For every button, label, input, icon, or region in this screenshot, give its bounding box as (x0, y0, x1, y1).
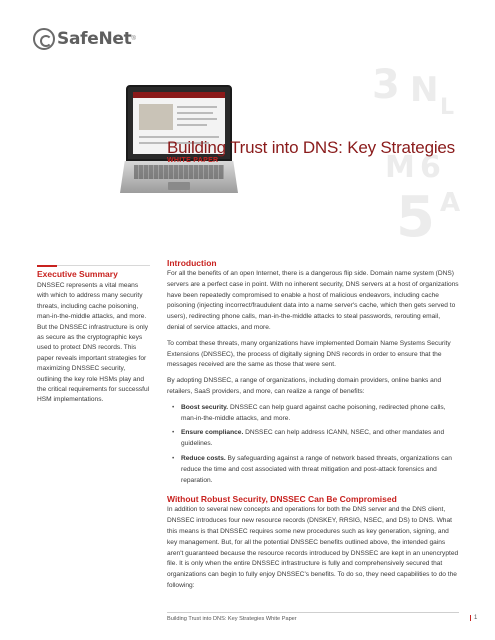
list-item: • Reduce costs. By safeguarding against a range of network based threats, organizations can reduce the time and cost associated with threat mitigation and post-attack forensics and reparation. (167, 454, 459, 486)
intro-paragraph-2: To combat these threats, many organizations have implemented Domain Name Systems Security Extensions (DNSSEC), the process of digitally signing DNS records in order to ensure that the messages received are the same as those that were sent. (167, 339, 451, 369)
decor-char: M (385, 150, 415, 185)
section-heading: Without Robust Security, DNSSEC Can Be Compromised (167, 494, 397, 505)
decor-char: 3 (372, 62, 400, 108)
decor-char: A (440, 188, 461, 218)
intro-heading: Introduction (167, 258, 217, 268)
section-paragraph: In addition to several new concepts and operations for both the DNS server and the DNS client, DNSSEC introduces four new resource records (DNSKEY, RRSIG, NSEC, and DS) to DNS. What this means is that DNSSEC requires some new procedures such as key generation, signing, and key management. But, for all the potential DNSSEC benefits outlined above, the intended gains aren't guaranteed because the resource records introduced by DNSSEC are kept in an unencrypted file. It is only when the entire DNSSEC infrastructure is fully and comprehensively secured that organizations can begin to fully enjoy DNSSEC's benefits. To do so, they need capabilities to do the following: (167, 506, 459, 589)
document-title: Building Trust into DNS: Key Strategies (167, 138, 455, 157)
footer-divider (167, 612, 459, 613)
footer-text: Building Trust into DNS: Key Strategies White Paper (167, 616, 297, 622)
decor-char: L (440, 95, 455, 120)
document-subtitle: WHITE PAPER (167, 157, 219, 164)
decor-char: 6 (420, 150, 441, 185)
sidebar-body: DNSSEC represents a vital means with which to address many security threats, including cache poisoning, man-in-the-middle attacks, and more. But the DNSSEC infrastructure is only as secure as the cryptographic keys used to protect DNS records. This paper reveals important strategies for maximizing DNSSEC security, outlining the key role HSMs play and the critical requirements for successful HSM implementations. (37, 282, 150, 404)
decor-char: N (410, 70, 439, 110)
main-content (167, 258, 459, 597)
benefits-list (167, 403, 459, 487)
decor-char: 5 (396, 185, 435, 250)
brand-trademark: ® (131, 36, 136, 42)
intro-paragraph-3: By adopting DNSSEC, a range of organizations, including domain providers, online banks and retailers, SaaS providers, and more, can realize a range of benefits: (167, 377, 442, 395)
list-item: • Boost security. DNSSEC can help guard against cache poisoning, redirected phone calls, man-in-the-middle attacks, and more. (167, 403, 459, 425)
page-number: 1 (470, 615, 477, 621)
executive-summary-sidebar (37, 265, 150, 406)
sidebar-heading: Executive Summary (37, 269, 118, 279)
intro-paragraph-1: For all the benefits of an open Internet, there is a dangerous flip side. Domain name system (DNS) servers are a perfect case in point. With no inherent security, DNS servers at a host of organizations have been repeatedly compromised to enable a host of malicious endeavors, including cache poisoning (injecting incorrect/fraudulent data into a name server's cache, which then gets served to users), redirecting phone calls, man-in-the-middle attacks to steal passwords, rerouting email, denial of service attacks, and more. (167, 270, 459, 331)
brand-name: SafeNet (57, 29, 132, 49)
safenet-logo-mark-icon (33, 28, 55, 50)
list-item: • Ensure compliance. DNSSEC can help address ICANN, NSEC, and other mandates and guidelines. (167, 428, 459, 450)
safenet-logo (33, 28, 136, 50)
